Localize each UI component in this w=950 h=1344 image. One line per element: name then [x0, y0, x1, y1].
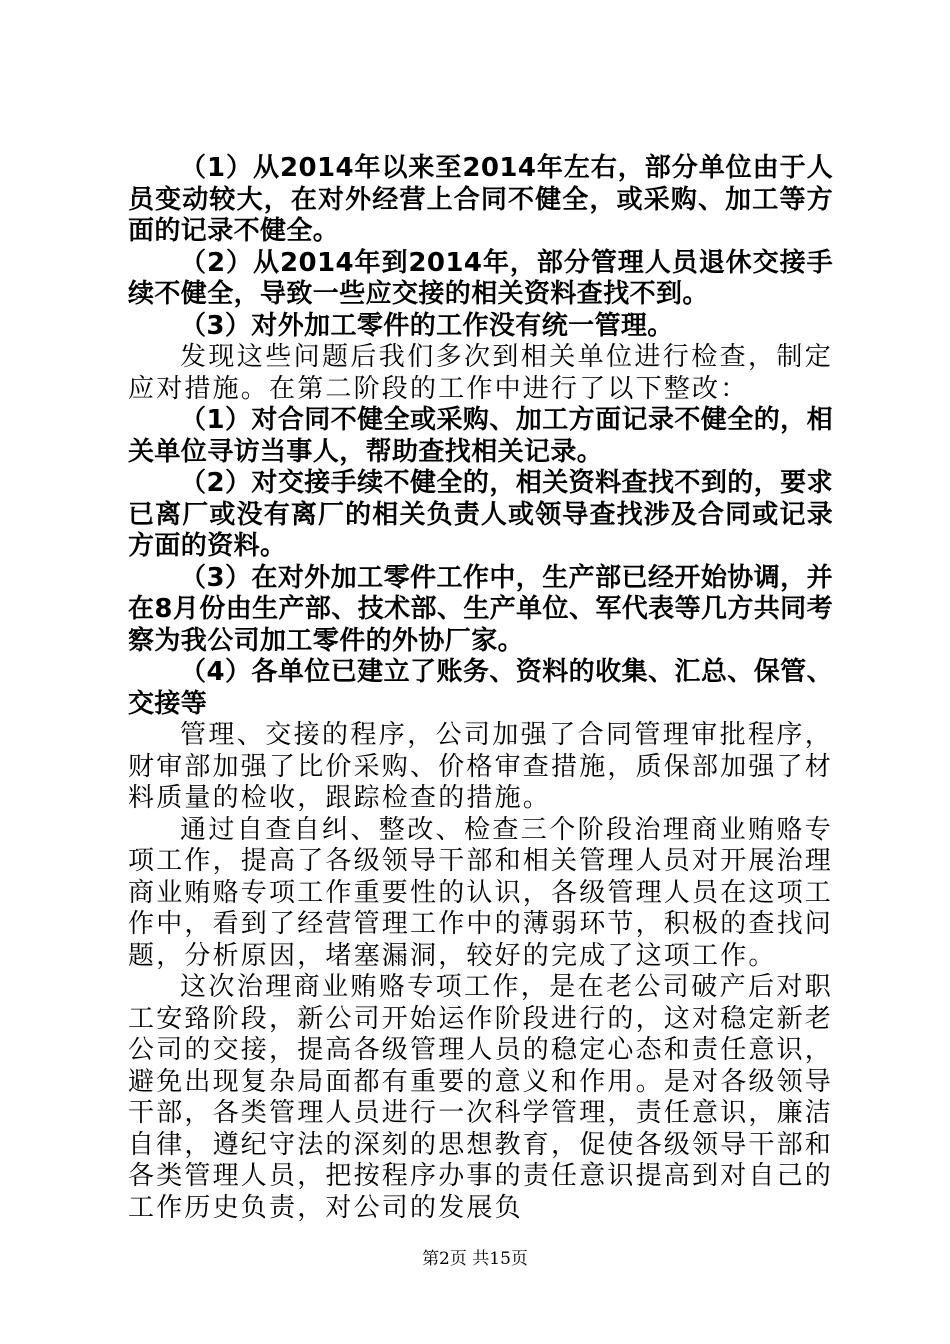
- document-body: [128, 153, 833, 1224]
- paragraph-fix-2: （2）对交接手续不健全的，相关资料查找不到的，要求已离厂或没有离厂的相关负责人或领导查找涉及合同或记录方面的资料。: [128, 468, 833, 561]
- paragraph-measures-intro: 发现这些问题后我们多次到相关单位进行检查，制定应对措施。在第二阶段的工作中进行了以下整改：: [128, 342, 833, 404]
- paragraph-issue-3: （3）对外加工零件的工作没有统一管理。: [180, 310, 674, 341]
- paragraph-issue-1: （1）从2014年以来至2014年左右，部分单位由于人员变动较大，在对外经营上合同不健全，或采购、加工等方面的记录不健全。: [128, 153, 833, 246]
- paragraph-fix-1: （1）对合同不健全或采购、加工方面记录不健全的，相关单位寻访当事人，帮助查找相关记录。: [128, 405, 833, 467]
- paragraph-summary: 通过自查自纠、整改、检查三个阶段治理商业贿赂专项工作，提高了各级领导干部和相关管理人员对开展治理商业贿赂专项工作重要性的认识，各级管理人员在这项工作中，看到了经营管理工作中的薄弱环节，积极的查找问题，分析原因，堵塞漏洞，较好的完成了这项工作。: [128, 814, 834, 971]
- paragraph-fix-3: （3）在对外加工零件工作中，生产部已经开始协调，并在8月份由生产部、技术部、生产单位、军代表等几方共同考察为我公司加工零件的外协厂家。: [128, 562, 833, 656]
- paragraph-fix-4: （4）各单位已建立了账务、资料的收集、汇总、保管、交接等: [128, 657, 833, 719]
- paragraph-issue-2: （2）从2014年到2014年，部分管理人员退休交接手续不健全，导致一些应交接的相关资料查找不到。: [128, 247, 833, 309]
- page-number-footer: 第2页 共15页: [422, 1249, 528, 1269]
- paragraph-significance: 这次治理商业贿赂专项工作，是在老公司破产后对职工安臵阶段，新公司开始运作阶段进行的，这对稳定新老公司的交接，提高各级管理人员的稳定心态和责任意识，避免出现复杂局面都有重要的意义和作用。是对各级领导干部，各类管理人员进行一次科学管理，责任意识，廉洁自律，遵纪守法的深刻的思想教育，促使各级领导干部和各类管理人员，把按程序办事的责任意识提高到对自己的工作历史负责，对公司的发展负: [128, 972, 834, 1223]
- paragraph-management-procedures: 管理、交接的程序，公司加强了合同管理审批程序，财审部加强了比价采购、价格审查措施，质保部加强了材料质量的检收，跟踪检查的措施。: [128, 720, 834, 813]
